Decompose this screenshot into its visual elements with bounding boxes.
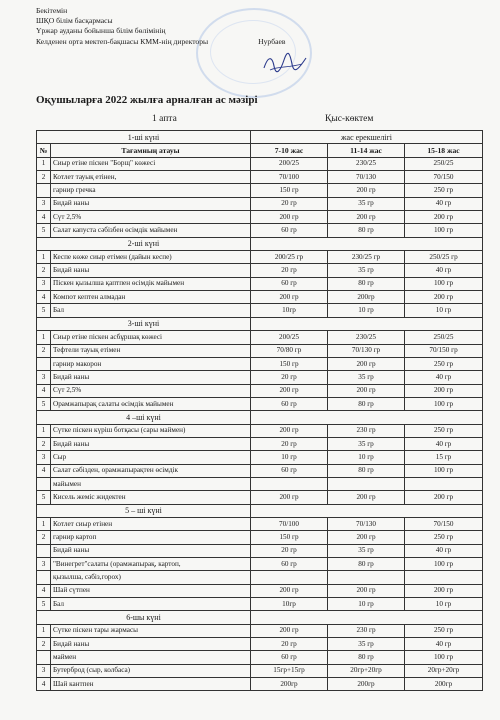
row-number: 1 (37, 157, 51, 170)
table-row (37, 211, 483, 224)
row-number (37, 571, 51, 584)
row-number (37, 477, 51, 490)
portion-value: 200гр (251, 678, 328, 691)
portion-value: 20 гр (251, 544, 328, 557)
table-row (37, 291, 483, 304)
dish-name: Орамжапырақ салаты өсімдік майымен (51, 397, 251, 410)
table-row (37, 371, 483, 384)
portion-value: 40 гр (405, 371, 483, 384)
dish-name: Котлет сиыр етінен (51, 517, 251, 530)
row-number: 4 (37, 384, 51, 397)
row-number: 2 (37, 531, 51, 544)
portion-value: 200 гр (328, 491, 405, 504)
portion-value: 35 гр (328, 544, 405, 557)
table-row (37, 331, 483, 344)
portion-value: 35 гр (328, 437, 405, 450)
portion-value: 80 гр (328, 277, 405, 290)
row-number: 5 (37, 397, 51, 410)
portion-value: 20 гр (251, 197, 328, 210)
col-number-header: № (37, 144, 51, 157)
portion-value: 10гр (251, 304, 328, 317)
portion-value: 10 гр (328, 304, 405, 317)
row-number: 1 (37, 624, 51, 637)
portion-value: 200гр (328, 678, 405, 691)
approval-line: ШҚО білім басқармасы (36, 16, 113, 26)
dish-name: гарнир макорон (51, 357, 251, 370)
dish-name: Тефтели тауық етімен (51, 344, 251, 357)
table-row (37, 571, 483, 584)
row-number: 1 (37, 331, 51, 344)
row-number: 1 (37, 517, 51, 530)
row-number: 2 (37, 344, 51, 357)
approval-line: Үржар ауданы бойынша білім бөлімінің (36, 26, 166, 36)
portion-value: 40 гр (405, 638, 483, 651)
row-number: 3 (37, 197, 51, 210)
row-number: 3 (37, 558, 51, 571)
table-row (37, 397, 483, 410)
dish-name: Шай сүтпен (51, 584, 251, 597)
approval-header (36, 6, 285, 47)
portion-value: 10 гр (405, 304, 483, 317)
portion-value: 20 гр (251, 371, 328, 384)
row-number: 3 (37, 277, 51, 290)
dish-name: Бидай наны (51, 264, 251, 277)
portion-value: 15гр+15гр (251, 664, 328, 677)
row-number: 1 (37, 251, 51, 264)
table-row (37, 638, 483, 651)
portion-value: 200 гр (328, 184, 405, 197)
portion-value: 200 гр (251, 584, 328, 597)
table-row (37, 464, 483, 477)
portion-value: 70/100 (251, 171, 328, 184)
portion-value: 40 гр (405, 264, 483, 277)
portion-value (328, 571, 405, 584)
row-number: 2 (37, 437, 51, 450)
portion-value: 60 гр (251, 224, 328, 237)
col-age-header: 15-18 жас (405, 144, 483, 157)
portion-value: 250 гр (405, 531, 483, 544)
portion-value: 200 гр (405, 211, 483, 224)
portion-value: 70/100 (251, 517, 328, 530)
row-number (37, 184, 51, 197)
day-header-row (37, 317, 483, 330)
portion-value: 80 гр (328, 651, 405, 664)
portion-value (405, 571, 483, 584)
portion-value: 60 гр (251, 397, 328, 410)
dish-name: гарнир картоп (51, 531, 251, 544)
table-row (37, 357, 483, 370)
dish-name: майымен (51, 477, 251, 490)
dish-name: Бидай наны (51, 638, 251, 651)
row-number (37, 357, 51, 370)
menu-table (36, 130, 483, 691)
table-row (37, 264, 483, 277)
portion-value: 200 гр (405, 584, 483, 597)
portion-value: 200 гр (251, 211, 328, 224)
portion-value: 10 гр (251, 451, 328, 464)
portion-value: 100 гр (405, 397, 483, 410)
table-row (37, 344, 483, 357)
row-number: 4 (37, 584, 51, 597)
portion-value: 80 гр (328, 558, 405, 571)
table-row (37, 224, 483, 237)
portion-value: 15 гр (405, 451, 483, 464)
portion-value: 250/25 (405, 331, 483, 344)
portion-value: 70/130 (328, 171, 405, 184)
portion-value: 100 гр (405, 224, 483, 237)
portion-value: 150 гр (251, 357, 328, 370)
portion-value: 40 гр (405, 437, 483, 450)
table-row (37, 491, 483, 504)
portion-value: 10гр (251, 598, 328, 611)
table-row (37, 544, 483, 557)
portion-value: 70/150 (405, 517, 483, 530)
row-number: 4 (37, 464, 51, 477)
dish-name: Бал (51, 598, 251, 611)
dish-name: Кисель жеміс жидектен (51, 491, 251, 504)
portion-value: 20гр+20гр (405, 664, 483, 677)
portion-value: 60 гр (251, 277, 328, 290)
portion-value: 230/25 (328, 157, 405, 170)
portion-value: 250 гр (405, 184, 483, 197)
dish-name: Сиыр етіне піскен асбұршақ көжесі (51, 331, 251, 344)
day-header-row (37, 411, 483, 424)
portion-value: 100 гр (405, 558, 483, 571)
dish-name: Салат капуста сәбізбен өсімдік майымен (51, 224, 251, 237)
table-row (37, 304, 483, 317)
approval-line (36, 37, 285, 47)
dish-name: Бидай наны (51, 544, 251, 557)
row-number: 4 (37, 678, 51, 691)
dish-name: Сүтке піскен тары жармасы (51, 624, 251, 637)
table-row (37, 584, 483, 597)
director-position: Келденен орта мектеп-бақшасы КММ-нің директоры (36, 36, 209, 46)
row-number: 5 (37, 491, 51, 504)
dish-name: Сиыр етіне піскен "Борщ" көжесі (51, 157, 251, 170)
day-label: 3-ші күні (37, 317, 251, 330)
table-row (37, 424, 483, 437)
row-number (37, 544, 51, 557)
day-label: 2-ші күні (37, 237, 251, 250)
table-row (37, 251, 483, 264)
dish-name: Сыр (51, 451, 251, 464)
dish-name: Шай кантпен (51, 678, 251, 691)
dish-name: Бутерброд (сыр, колбаса) (51, 664, 251, 677)
portion-value: 20гр+20гр (328, 664, 405, 677)
row-number: 1 (37, 424, 51, 437)
portion-value: 200/25 гр (251, 251, 328, 264)
portion-value: 200гр (405, 678, 483, 691)
row-number: 5 (37, 304, 51, 317)
row-number: 4 (37, 211, 51, 224)
dish-name: Сүтке піскен күріш ботқасы (сары маймен) (51, 424, 251, 437)
portion-value: 60 гр (251, 464, 328, 477)
portion-value: 35 гр (328, 264, 405, 277)
portion-value: 200 гр (405, 491, 483, 504)
table-row (37, 558, 483, 571)
table-row (37, 384, 483, 397)
table-row (37, 598, 483, 611)
portion-value: 230 гр (328, 624, 405, 637)
dish-name: маймен (51, 651, 251, 664)
page-title: Оқушыларға 2022 жылға арналған ас мәзірі (36, 94, 258, 106)
dish-name: Бал (51, 304, 251, 317)
column-header-row (37, 144, 483, 157)
day-label: 5 – ші күні (37, 504, 251, 517)
row-number: 5 (37, 224, 51, 237)
dish-name: Салат сәбізден, орамжапырақтен өсімдік (51, 464, 251, 477)
day-header-row (37, 611, 483, 624)
season-label: Қыс-көктем (325, 114, 374, 124)
portion-value: 10 гр (405, 598, 483, 611)
dish-name: "Винегрет"салаты (орамжапырақ, картоп, (51, 558, 251, 571)
row-number: 4 (37, 291, 51, 304)
table-row (37, 157, 483, 170)
director-name: Нурбаев (258, 36, 286, 46)
portion-value: 40 гр (405, 197, 483, 210)
portion-value: 60 гр (251, 651, 328, 664)
portion-value (405, 477, 483, 490)
table-row (37, 477, 483, 490)
table-row (37, 277, 483, 290)
table-row (37, 531, 483, 544)
portion-value: 70/130 гр (328, 344, 405, 357)
portion-value: 35 гр (328, 197, 405, 210)
portion-value: 70/130 (328, 517, 405, 530)
dish-name: Кеспе көже сиыр етімен (дайын кеспе) (51, 251, 251, 264)
portion-value: 150 гр (251, 531, 328, 544)
portion-value: 80 гр (328, 464, 405, 477)
portion-value: 250/25 гр (405, 251, 483, 264)
row-number: 3 (37, 664, 51, 677)
portion-value: 80 гр (328, 397, 405, 410)
dish-name: Бидай наны (51, 197, 251, 210)
day-label: 4 –ші күні (37, 411, 251, 424)
portion-value: 35 гр (328, 638, 405, 651)
portion-value: 70/150 гр (405, 344, 483, 357)
portion-value (251, 477, 328, 490)
portion-value: 230/25 (328, 331, 405, 344)
portion-value: 10 гр (328, 598, 405, 611)
portion-value: 100 гр (405, 464, 483, 477)
day-header-row (37, 131, 483, 144)
portion-value: 250/25 (405, 157, 483, 170)
portion-value: 100 гр (405, 651, 483, 664)
portion-value: 40 гр (405, 544, 483, 557)
table-row (37, 184, 483, 197)
col-name-header: Тағамның атауы (51, 144, 251, 157)
dish-name: қызылша, сәбіз,горох) (51, 571, 251, 584)
col-age-header: 11-14 жас (328, 144, 405, 157)
table-row (37, 197, 483, 210)
portion-value: 250 гр (405, 424, 483, 437)
portion-value: 200 гр (251, 491, 328, 504)
portion-value (328, 477, 405, 490)
day-header-row (37, 504, 483, 517)
table-row (37, 678, 483, 691)
table-row (37, 651, 483, 664)
dish-name: Бидай наны (51, 437, 251, 450)
portion-value: 200 гр (251, 384, 328, 397)
row-number: 3 (37, 371, 51, 384)
day-label: 6-шы күні (37, 611, 251, 624)
table-row (37, 624, 483, 637)
portion-value: 200 гр (328, 531, 405, 544)
portion-value: 200 гр (328, 357, 405, 370)
day-header-row (37, 237, 483, 250)
row-number: 2 (37, 171, 51, 184)
row-number: 2 (37, 638, 51, 651)
portion-value: 70/80 гр (251, 344, 328, 357)
portion-value (251, 571, 328, 584)
table-row (37, 171, 483, 184)
portion-value: 20 гр (251, 437, 328, 450)
row-number (37, 651, 51, 664)
portion-value: 80 гр (328, 224, 405, 237)
portion-value: 60 гр (251, 558, 328, 571)
portion-value: 200 гр (405, 384, 483, 397)
portion-value: 100 гр (405, 277, 483, 290)
table-row (37, 664, 483, 677)
signature-image (262, 52, 308, 74)
col-age-header: 7-10 жас (251, 144, 328, 157)
age-caption: жас ерекшелігі (251, 131, 483, 144)
portion-value: 230 гр (328, 424, 405, 437)
portion-value: 200 гр (328, 384, 405, 397)
portion-value: 250 гр (405, 357, 483, 370)
day-label: 1-ші күні (37, 131, 251, 144)
portion-value: 200 гр (328, 211, 405, 224)
portion-value: 20 гр (251, 264, 328, 277)
portion-value: 200/25 (251, 331, 328, 344)
dish-name: Бидай наны (51, 371, 251, 384)
table-row (37, 437, 483, 450)
portion-value: 200 гр (405, 291, 483, 304)
row-number: 2 (37, 264, 51, 277)
week-label: 1 апта (152, 114, 177, 124)
portion-value: 150 гр (251, 184, 328, 197)
approval-line: Бекітемін (36, 6, 68, 15)
row-number: 5 (37, 598, 51, 611)
portion-value: 70/150 (405, 171, 483, 184)
table-row (37, 451, 483, 464)
dish-name: Сүт 2,5% (51, 211, 251, 224)
portion-value: 200 гр (251, 624, 328, 637)
portion-value: 35 гр (328, 371, 405, 384)
dish-name: Компот кептен алмадан (51, 291, 251, 304)
dish-name: Сүт 2,5% (51, 384, 251, 397)
table-row (37, 517, 483, 530)
portion-value: 200 гр (251, 291, 328, 304)
dish-name: гарнир гречка (51, 184, 251, 197)
portion-value: 200 гр (251, 424, 328, 437)
portion-value: 200 гр (328, 584, 405, 597)
portion-value: 20 гр (251, 638, 328, 651)
dish-name: Котлет тауық етінен, (51, 171, 251, 184)
row-number: 3 (37, 451, 51, 464)
portion-value: 10 гр (328, 451, 405, 464)
portion-value: 250 гр (405, 624, 483, 637)
portion-value: 200/25 (251, 157, 328, 170)
portion-value: 200гр (328, 291, 405, 304)
portion-value: 230/25 гр (328, 251, 405, 264)
dish-name: Піскен қызылша қаптпен өсімдік майымен (51, 277, 251, 290)
